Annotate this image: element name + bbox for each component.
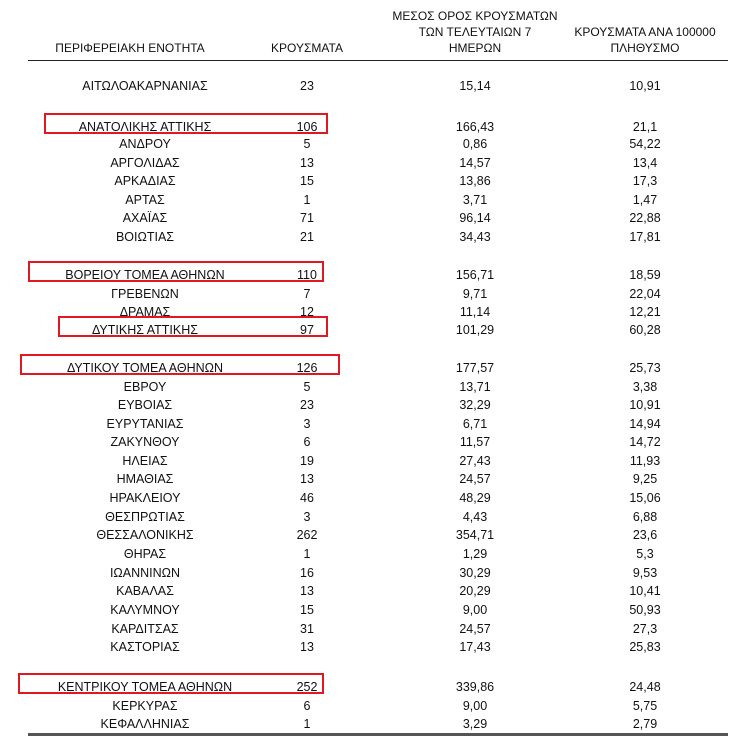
cell-per-100k: 2,79 [632,717,658,731]
cell-region: ΗΜΑΘΙΑΣ [116,472,174,486]
cell-cases: 262 [296,528,318,542]
cell-cases: 21 [300,230,314,244]
table-row [0,470,734,488]
cell-avg-7days: 1,29 [462,547,488,561]
cell-cases: 97 [300,323,314,337]
cell-cases: 15 [300,174,314,188]
cell-per-100k: 10,91 [629,398,661,412]
cell-avg-7days: 17,43 [459,640,491,654]
cell-region: ΘΕΣΠΡΩΤΙΑΣ [105,510,185,524]
cell-per-100k: 6,88 [632,510,658,524]
cell-per-100k: 14,94 [629,417,661,431]
cell-avg-7days: 20,29 [459,584,491,598]
cell-avg-7days: 3,29 [462,717,488,731]
cell-avg-7days: 339,86 [455,680,495,694]
cell-region: ΚΕΝΤΡΙΚΟΥ ΤΟΜΕΑ ΑΘΗΝΩΝ [57,680,233,694]
cell-avg-7days: 11,57 [459,435,491,449]
table-row [0,564,734,582]
cell-avg-7days: 14,57 [459,156,491,170]
cell-cases: 13 [300,156,314,170]
cell-avg-7days: 30,29 [459,566,491,580]
header-region: ΠΕΡΙΦΕΡΕΙΑΚΗ ΕΝΟΤΗΤΑ [55,41,205,55]
cell-region: ΑΡΓΟΛΙΔΑΣ [110,156,180,170]
table-row [0,396,734,414]
table-bottom-rule [28,733,728,736]
table-row [0,620,734,638]
cell-cases: 13 [300,584,314,598]
cell-avg-7days: 166,43 [455,120,495,134]
cell-region: ΕΒΡΟΥ [123,380,167,394]
cell-per-100k: 25,83 [629,640,661,654]
cell-region: ΗΡΑΚΛΕΙΟΥ [109,491,181,505]
highlight-box [58,316,328,337]
cell-per-100k: 9,53 [632,566,658,580]
cell-cases: 46 [300,491,314,505]
cell-cases: 19 [300,454,314,468]
cell-cases: 5 [303,380,311,394]
cell-region: ΘΗΡΑΣ [123,547,167,561]
cell-per-100k: 17,81 [629,230,661,244]
cell-region: ΔΥΤΙΚΗΣ ΑΤΤΙΚΗΣ [92,323,198,337]
cell-per-100k: 13,4 [632,156,658,170]
highlight-box [18,673,324,694]
table-row [0,285,734,303]
table-row [0,154,734,172]
cell-avg-7days: 13,86 [459,174,491,188]
table-row [0,545,734,563]
header-avg-line1: ΜΕΣΟΣ ΟΡΟΣ ΚΡΟΥΣΜΑΤΩΝ [392,9,558,23]
cell-per-100k: 12,21 [629,305,661,319]
cell-cases: 23 [300,79,314,93]
cell-per-100k: 1,47 [632,193,658,207]
table-row [0,378,734,396]
table-row [0,172,734,190]
cell-region: ΑΡΤΑΣ [125,193,165,207]
cell-cases: 13 [300,472,314,486]
cell-avg-7days: 354,71 [455,528,495,542]
table-row [0,77,734,95]
cell-per-100k: 22,88 [629,211,661,225]
cell-region: ΑΡΚΑΔΙΑΣ [114,174,176,188]
table-row [0,415,734,433]
cell-per-100k: 50,93 [629,603,661,617]
cell-cases: 3 [303,417,311,431]
cell-region: ΔΥΤΙΚΟΥ ΤΟΜΕΑ ΑΘΗΝΩΝ [66,361,224,375]
cell-avg-7days: 96,14 [459,211,491,225]
cell-cases: 1 [303,547,311,561]
cell-region: ΚΑΛΥΜΝΟΥ [110,603,180,617]
cell-per-100k: 10,91 [629,79,661,93]
cell-region: ΚΕΡΚΥΡΑΣ [112,699,178,713]
cell-cases: 252 [296,680,318,694]
cell-per-100k: 54,22 [629,137,661,151]
cell-cases: 7 [303,287,311,301]
cell-per-100k: 11,93 [629,454,661,468]
cell-region: ΑΝΑΤΟΛΙΚΗΣ ΑΤΤΙΚΗΣ [78,120,212,134]
cell-cases: 5 [303,137,311,151]
table-row [0,582,734,600]
table-row [0,191,734,209]
cell-per-100k: 14,72 [629,435,661,449]
cell-cases: 126 [296,361,318,375]
cell-cases: 1 [303,717,311,731]
cell-per-100k: 23,6 [632,528,658,542]
cell-cases: 6 [303,699,311,713]
cell-region: ΔΡΑΜΑΣ [119,305,171,319]
cell-region: ΖΑΚΥΝΘΟΥ [110,435,180,449]
cell-avg-7days: 32,29 [459,398,491,412]
cell-avg-7days: 13,71 [459,380,491,394]
cell-avg-7days: 9,00 [462,603,488,617]
table-row [0,601,734,619]
cell-per-100k: 9,25 [632,472,658,486]
cell-per-100k: 60,28 [629,323,661,337]
table-row [0,433,734,451]
highlight-box [20,354,340,375]
cell-avg-7days: 156,71 [455,268,495,282]
table-row [0,489,734,507]
cell-avg-7days: 15,14 [459,79,491,93]
cell-avg-7days: 9,71 [462,287,488,301]
cell-cases: 3 [303,510,311,524]
table-row [0,638,734,656]
cell-per-100k: 10,41 [629,584,661,598]
header-avg-7days [385,8,565,56]
cell-avg-7days: 6,71 [462,417,488,431]
cell-avg-7days: 0,86 [462,137,488,151]
cell-per-100k: 5,75 [632,699,658,713]
cell-per-100k: 15,06 [629,491,661,505]
cell-avg-7days: 48,29 [459,491,491,505]
header-avg-line2: ΤΩΝ ΤΕΛΕΥΤΑΙΩΝ 7 [418,25,532,39]
cell-region: ΒΟΙΩΤΙΑΣ [115,230,175,244]
table-row [0,452,734,470]
cell-per-100k: 5,3 [636,547,654,561]
cell-avg-7days: 34,43 [459,230,491,244]
cell-avg-7days: 177,57 [455,361,495,375]
cell-region: ΑΝΔΡΟΥ [119,137,171,151]
table-row [0,228,734,246]
cell-cases: 23 [300,398,314,412]
cell-region: ΘΕΣΣΑΛΟΝΙΚΗΣ [96,528,194,542]
cell-cases: 1 [303,193,311,207]
table-row [0,526,734,544]
cell-avg-7days: 24,57 [459,622,491,636]
table-row [0,715,734,733]
cell-cases: 71 [300,211,314,225]
cell-region: ΑΧΑΪΑΣ [122,211,168,225]
highlight-box [28,261,324,282]
header-divider [28,60,728,61]
cell-cases: 16 [300,566,314,580]
cell-region: ΒΟΡΕΙΟΥ ΤΟΜΕΑ ΑΘΗΝΩΝ [65,268,225,282]
table-row [0,508,734,526]
cell-region: ΗΛΕΙΑΣ [122,454,168,468]
header-cases: ΚΡΟΥΣΜΑΤΑ [271,41,343,55]
cell-region: ΕΥΒΟΙΑΣ [117,398,173,412]
cell-region: ΚΑΒΑΛΑΣ [116,584,174,598]
cell-avg-7days: 101,29 [455,323,495,337]
cell-per-100k: 17,3 [632,174,658,188]
cell-region: ΓΡΕΒΕΝΩΝ [111,287,179,301]
table-row [0,697,734,715]
cell-cases: 31 [300,622,314,636]
cell-per-100k: 22,04 [629,287,661,301]
cell-avg-7days: 9,00 [462,699,488,713]
cell-avg-7days: 27,43 [459,454,491,468]
cell-avg-7days: 24,57 [459,472,491,486]
header-per-100k [560,24,730,56]
cell-cases: 12 [300,305,314,319]
cell-per-100k: 25,73 [629,361,661,375]
header-per-line2: ΠΛΗΘΥΣΜΟ [610,41,680,55]
cell-per-100k: 3,38 [632,380,658,394]
cell-avg-7days: 11,14 [459,305,491,319]
cell-per-100k: 27,3 [632,622,658,636]
table-row [0,209,734,227]
cell-per-100k: 18,59 [629,268,661,282]
header-per-line1: ΚΡΟΥΣΜΑΤΑ ΑΝΑ 100000 [574,25,716,39]
highlight-box [44,113,328,134]
cell-region: ΑΙΤΩΛΟΑΚΑΡΝΑΝΙΑΣ [82,79,208,93]
cell-per-100k: 21,1 [632,120,658,134]
cell-cases: 13 [300,640,314,654]
cell-per-100k: 24,48 [629,680,661,694]
cell-cases: 106 [296,120,318,134]
cell-cases: 6 [303,435,311,449]
cell-region: ΚΕΦΑΛΛΗΝΙΑΣ [100,717,190,731]
cell-avg-7days: 3,71 [462,193,488,207]
cell-region: ΙΩΑΝΝΙΝΩΝ [109,566,181,580]
cell-region: ΚΑΡΔΙΤΣΑΣ [111,622,179,636]
cell-region: ΚΑΣΤΟΡΙΑΣ [110,640,180,654]
cell-cases: 110 [297,268,317,282]
header-avg-line3: ΗΜΕΡΩΝ [448,41,502,55]
cell-avg-7days: 4,43 [462,510,488,524]
cell-cases: 15 [300,603,314,617]
table-row [0,135,734,153]
cell-region: ΕΥΡΥΤΑΝΙΑΣ [106,417,184,431]
